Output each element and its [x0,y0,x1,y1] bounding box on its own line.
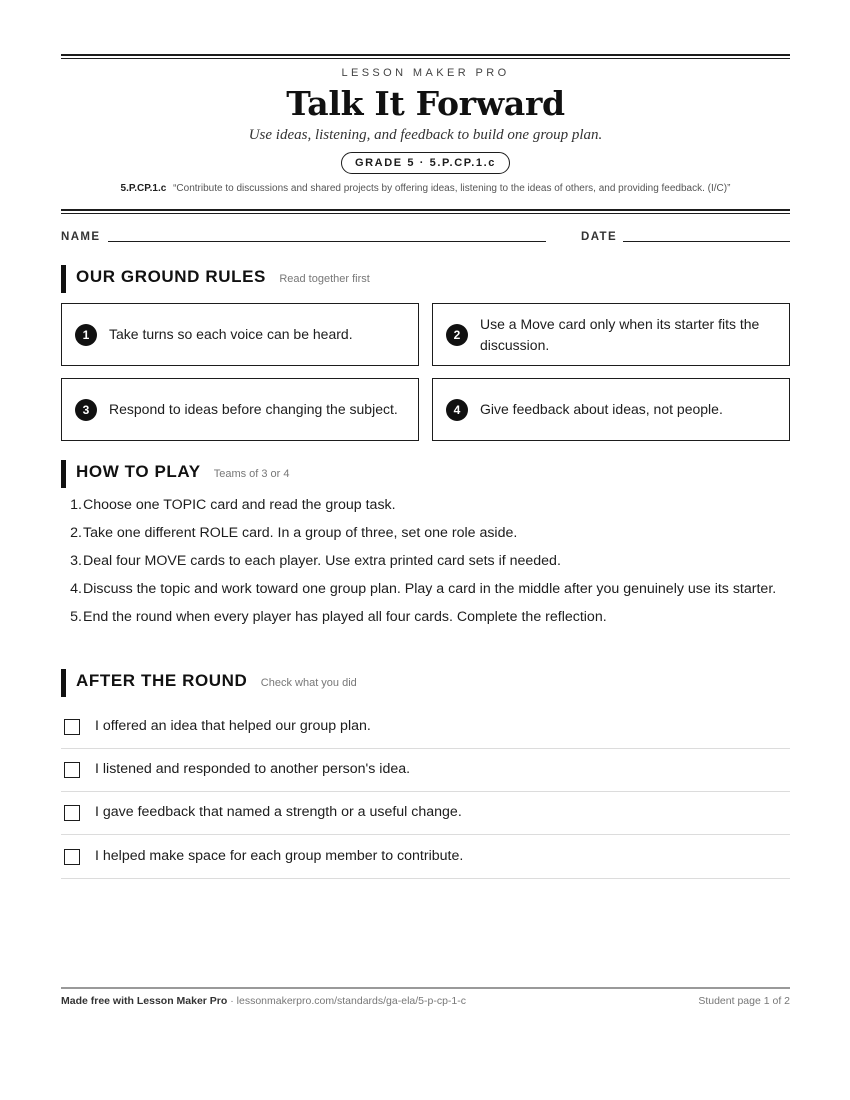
name-field[interactable] [108,241,546,242]
section-marker [61,460,66,488]
standard-text: “Contribute to discussions and shared projects by offering ideas, listening to the ideas of others, and providing feedback. (I/C)” [173,183,731,194]
footer-made-with: Made free with Lesson Maker Pro [61,995,228,1007]
step-number: 4. [70,581,82,597]
ground-rules-title: OUR GROUND RULES [76,267,266,286]
ground-rule-card [432,303,790,366]
grade-pill-wrap [61,152,790,174]
reflection-item [61,706,790,749]
rule-number-badge: 1 [75,324,97,346]
step-number: 3. [70,553,82,569]
page-subtitle: Use ideas, listening, and feedback to build one group plan. [248,127,603,143]
step-item [61,494,790,516]
reflection-item [61,749,790,792]
reflection-item [61,792,790,835]
step-number: 1. [70,497,82,513]
step-text: End the round when every player has played all four cards. Complete the reflection. [83,609,607,625]
footer-page-number: Student page 1 of 2 [698,995,790,1007]
brand-name: LESSON MAKER PRO [341,67,510,79]
reflection-checkbox[interactable] [64,805,80,821]
steps-list [61,494,790,634]
date-label: DATE [581,231,618,243]
rule-text: Respond to ideas before changing the subject. [109,401,398,417]
rule-text: Take turns so each voice can be heard. [109,326,353,342]
reflection-text: I helped make space for each group member to contribute. [95,848,464,864]
step-item [61,550,790,572]
step-number: 5. [70,609,82,625]
reflection-checkbox[interactable] [64,719,80,735]
header-bottom-rule [61,209,790,214]
rule-number-badge: 4 [446,399,468,421]
page-title: Talk It Forward [286,84,565,123]
section-marker [61,669,66,697]
step-item [61,522,790,544]
footer-credit [61,995,466,1007]
reflection-checkbox[interactable] [64,762,80,778]
name-label: NAME [61,231,101,243]
standard-code: 5.P.CP.1.c [120,183,167,194]
how-to-play-note: Teams of 3 or 4 [213,468,290,480]
step-item [61,578,790,600]
header-top-rule [61,54,790,59]
step-text: Discuss the topic and work toward one group plan. Play a card in the middle after you genuinely use its starter. [83,581,777,597]
ground-rule-card [61,378,419,441]
ground-rule-card [432,378,790,441]
rule-text: Use a Move card only when its starter fits the discussion. [480,315,760,353]
grade-badge: GRADE 5 · 5.P.CP.1.c [341,152,510,174]
step-text: Choose one TOPIC card and read the group task. [83,497,396,513]
reflection-item [61,836,790,879]
reflection-text: I listened and responded to another person's idea. [95,761,411,777]
section-marker [61,265,66,293]
reflection-checkbox[interactable] [64,849,80,865]
step-number: 2. [70,525,82,541]
after-round-title: AFTER THE ROUND [76,671,248,690]
date-field[interactable] [623,241,790,242]
ground-rules-note: Read together first [279,273,370,285]
footer-rule [61,987,790,989]
footer-url[interactable]: · lessonmakerpro.com/standards/ga-ela/5-p-cp-1-c [230,995,466,1007]
rule-number-badge: 2 [446,324,468,346]
standard-line [61,183,790,194]
reflection-text: I offered an idea that helped our group plan. [95,718,371,734]
rule-text: Give feedback about ideas, not people. [480,401,723,417]
step-item [61,606,790,628]
step-text: Deal four MOVE cards to each player. Use extra printed card sets if needed. [83,553,561,569]
step-text: Take one different ROLE card. In a group of three, set one role aside. [83,525,518,541]
after-round-note: Check what you did [260,677,357,689]
how-to-play-title: HOW TO PLAY [76,462,201,481]
ground-rule-card [61,303,419,366]
reflection-text: I gave feedback that named a strength or a useful change. [95,804,462,820]
rule-number-badge: 3 [75,399,97,421]
